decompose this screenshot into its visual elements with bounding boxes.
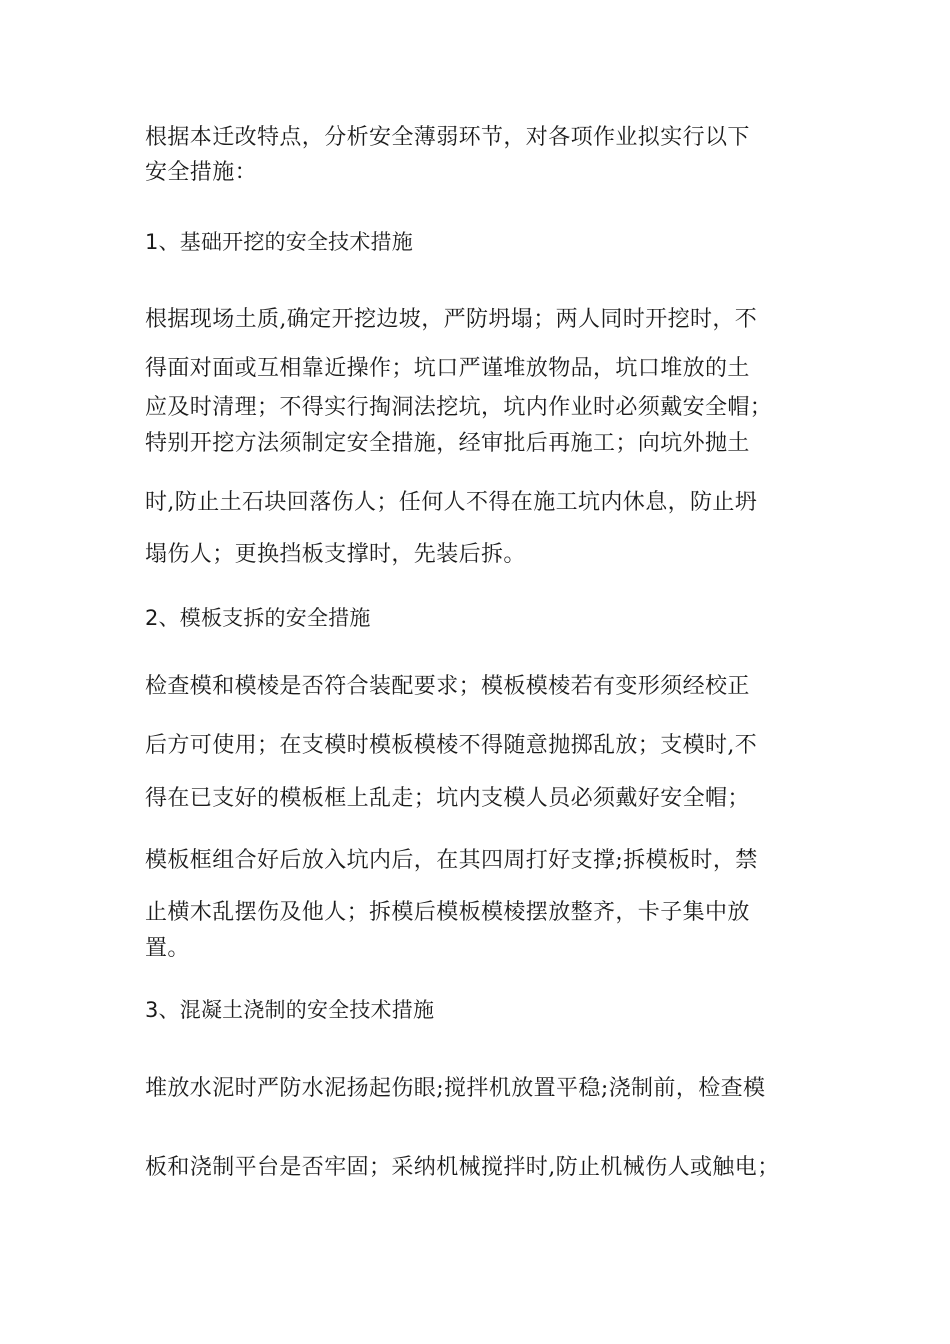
paragraph-line: 根据现场土质,确定开挖边坡，严防坍塌；两人同时开挖时，不 bbox=[145, 307, 758, 332]
paragraph-line: 板和浇制平台是否牢固；采纳机械搅拌时,防止机械伤人或触电； bbox=[145, 1155, 780, 1180]
section-heading-concrete: 3、混凝土浇制的安全技术措施 bbox=[145, 998, 435, 1022]
intro-line: 安全措施： bbox=[145, 160, 258, 185]
paragraph-line: 堆放水泥时严防水泥扬起伤眼;搅拌机放置平稳;浇制前，检查模 bbox=[145, 1076, 766, 1101]
paragraph-line: 特别开挖方法须制定安全措施，经审批后再施工；向坑外抛土 bbox=[145, 431, 750, 456]
paragraph-line: 后方可使用；在支模时模板模棱不得随意抛掷乱放；支模时,不 bbox=[145, 733, 758, 758]
paragraph-line: 应及时清理；不得实行掏洞法挖坑，坑内作业时必须戴安全帽； bbox=[145, 395, 773, 420]
section-heading-formwork: 2、模板支拆的安全措施 bbox=[145, 606, 371, 630]
intro-line: 根据本迁改特点，分析安全薄弱环节，对各项作业拟实行以下 bbox=[145, 125, 750, 150]
paragraph-line: 时,防止土石块回落伤人；任何人不得在施工坑内休息，防止坍 bbox=[145, 490, 758, 515]
paragraph-line: 模板框组合好后放入坑内后，在其四周打好支撑;拆模板时，禁 bbox=[145, 848, 758, 873]
section-heading-excavation: 1、基础开挖的安全技术措施 bbox=[145, 230, 413, 254]
paragraph-line: 置。 bbox=[145, 936, 190, 961]
paragraph-line: 得在已支好的模板框上乱走；坑内支模人员必须戴好安全帽； bbox=[145, 786, 750, 811]
paragraph-line: 得面对面或互相靠近操作；坑口严谨堆放物品，坑口堆放的土 bbox=[145, 356, 750, 381]
paragraph-line: 塌伤人；更换挡板支撑时，先装后拆。 bbox=[145, 542, 526, 567]
paragraph-line: 止横木乱摆伤及他人；拆模后模板模棱摆放整齐，卡子集中放 bbox=[145, 900, 750, 925]
paragraph-line: 检查模和模棱是否符合装配要求；模板模棱若有变形须经校正 bbox=[145, 674, 750, 699]
